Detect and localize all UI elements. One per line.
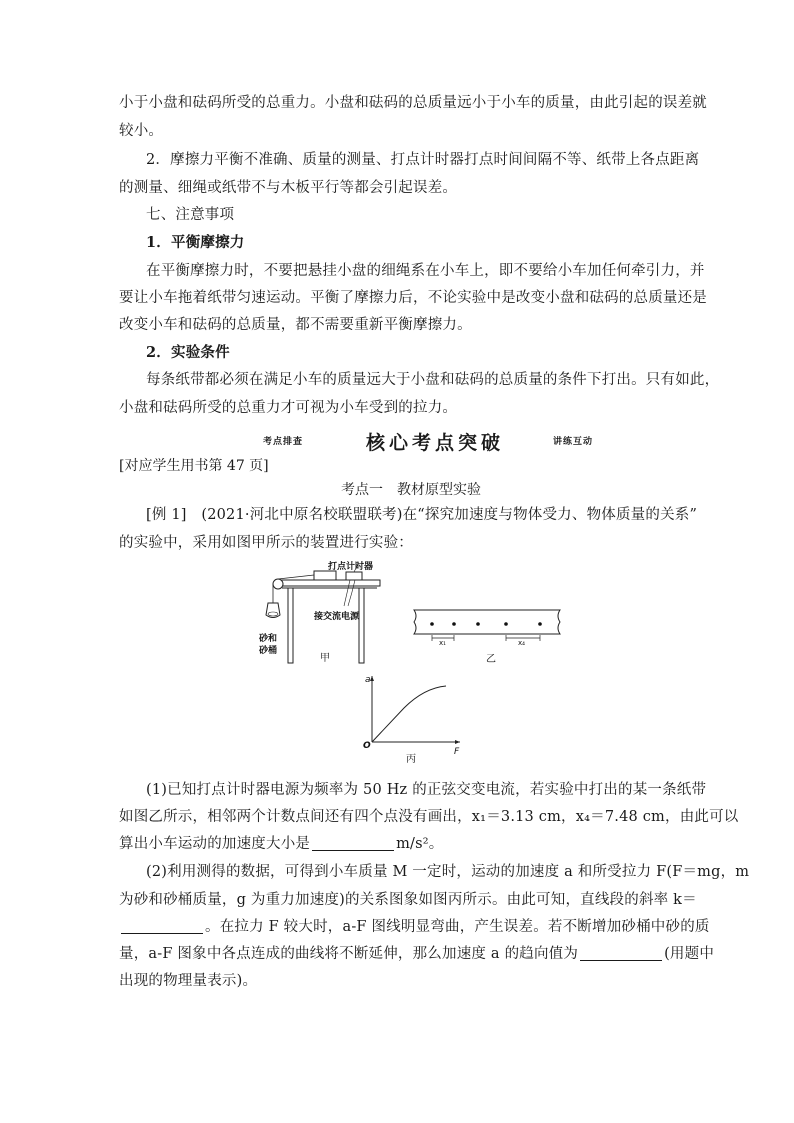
question-line bbox=[119, 917, 710, 937]
tape-figure bbox=[408, 598, 568, 668]
banner-title: 核心考点突破 bbox=[366, 432, 505, 454]
paragraph-line: 较小。 bbox=[119, 123, 164, 139]
subsection-heading: 2．实验条件 bbox=[146, 344, 230, 361]
banner-right-label: 讲练互动 bbox=[553, 437, 594, 447]
question-text: 算出小车运动的加速度大小是 bbox=[119, 836, 311, 852]
question-text: m/s²。 bbox=[396, 836, 444, 852]
question-text: 量，a-F 图象中各点连成的曲线将不断延伸，那么加速度 a 的趋向值为 bbox=[119, 946, 579, 962]
question-line: (1)已知打点计时器电源为频率为 50 Hz 的正弦交变电流，若实验中打出的某一条纸带 bbox=[146, 782, 707, 798]
banner-left-label: 考点排查 bbox=[263, 437, 304, 447]
subsection-heading: 1．平衡摩擦力 bbox=[146, 234, 245, 251]
paragraph-line: 要让小车拖着纸带匀速运动。平衡了摩擦力后，不论实验中是改变小盘和砝码的总质量还是 bbox=[119, 290, 707, 306]
paragraph-line: 每条纸带都必须在满足小车的质量远大于小盘和砝码的总质量的条件下打出。只有如此， bbox=[146, 372, 720, 388]
tape-dot bbox=[538, 622, 542, 626]
question-line: (2)利用测得的数据，可得到小车质量 M 一定时，运动的加速度 a 和所受拉力 F(F＝mg，m bbox=[146, 864, 750, 880]
question-text: (用题中 bbox=[664, 946, 715, 962]
paragraph-line: 2．摩擦力平衡不准确、质量的测量、打点计时器打点时间间隔不等、纸带上各点距离 bbox=[146, 152, 700, 168]
paragraph-line: 改变小车和砝码的总质量，都不需要重新平衡摩擦力。 bbox=[119, 317, 472, 333]
question-line: 为砂和砂桶质量，g 为重力加速度)的关系图象如图丙所示。由此可知，直线段的斜率 k＝ bbox=[119, 892, 697, 908]
question-line bbox=[119, 944, 715, 964]
paragraph-line: 在平衡摩擦力时，不要把悬挂小盘的细绳系在小车上，即不要给小车加任何牵引力，并 bbox=[146, 263, 705, 279]
timer-label: 打点计时器 bbox=[328, 562, 374, 572]
book-reference: [对应学生用书第 47 页] bbox=[119, 458, 269, 474]
x1-label: x₁ bbox=[439, 639, 446, 647]
answer-blank[interactable] bbox=[121, 919, 203, 934]
section-title: 考点一 教材原型实验 bbox=[341, 482, 481, 498]
example-line: [例 1] (2021·河北中原名校联盟联考)在“探究加速度与物体受力、物体质量的关系” bbox=[146, 507, 698, 523]
tape-dot bbox=[504, 622, 508, 626]
section-heading: 七、注意事项 bbox=[146, 207, 235, 223]
section-banner bbox=[0, 428, 794, 452]
question-line bbox=[119, 834, 689, 854]
ac-source-label: 接交流电源 bbox=[314, 612, 360, 622]
paragraph-line: 小盘和砝码所受的总重力才可视为小车受到的拉力。 bbox=[119, 400, 458, 416]
question-line: 如图乙所示，相邻两个计数点间还有四个点没有画出，x₁＝3.13 cm，x₄＝7.48 cm，由此可以 bbox=[119, 809, 739, 825]
tape-dot bbox=[476, 622, 480, 626]
example-line: 的实验中，采用如图甲所示的装置进行实验： bbox=[119, 535, 413, 551]
axis-f-label: F bbox=[454, 747, 460, 757]
apparatus-figure bbox=[252, 558, 392, 668]
answer-blank[interactable] bbox=[312, 836, 394, 851]
sand-bucket-label-2: 砂桶 bbox=[259, 646, 278, 656]
figure-a-caption: 甲 bbox=[320, 653, 330, 664]
tape-dot bbox=[430, 622, 434, 626]
figure-c-caption: 丙 bbox=[406, 754, 416, 765]
a-f-graph-figure bbox=[352, 670, 472, 770]
paragraph-line: 小于小盘和砝码所受的总重力。小盘和砝码的总质量远小于小车的质量，由此引起的误差就 bbox=[119, 95, 707, 111]
sand-bucket-label-1: 砂和 bbox=[259, 634, 278, 644]
question-line: 出现的物理量表示)。 bbox=[119, 973, 258, 989]
x4-label: x₄ bbox=[518, 639, 525, 647]
paragraph-line: 的测量、细绳或纸带不与木板平行等都会引起误差。 bbox=[119, 180, 458, 196]
answer-blank[interactable] bbox=[580, 946, 662, 961]
axis-a-label: a bbox=[365, 675, 371, 685]
origin-label: O bbox=[363, 741, 371, 751]
figure-b-caption: 乙 bbox=[486, 654, 496, 665]
a-f-curve bbox=[372, 686, 446, 742]
tape-dot bbox=[452, 622, 456, 626]
question-text: 。在拉力 F 较大时，a-F 图线明显弯曲，产生误差。若不断增加砂桶中砂的质 bbox=[205, 919, 710, 935]
